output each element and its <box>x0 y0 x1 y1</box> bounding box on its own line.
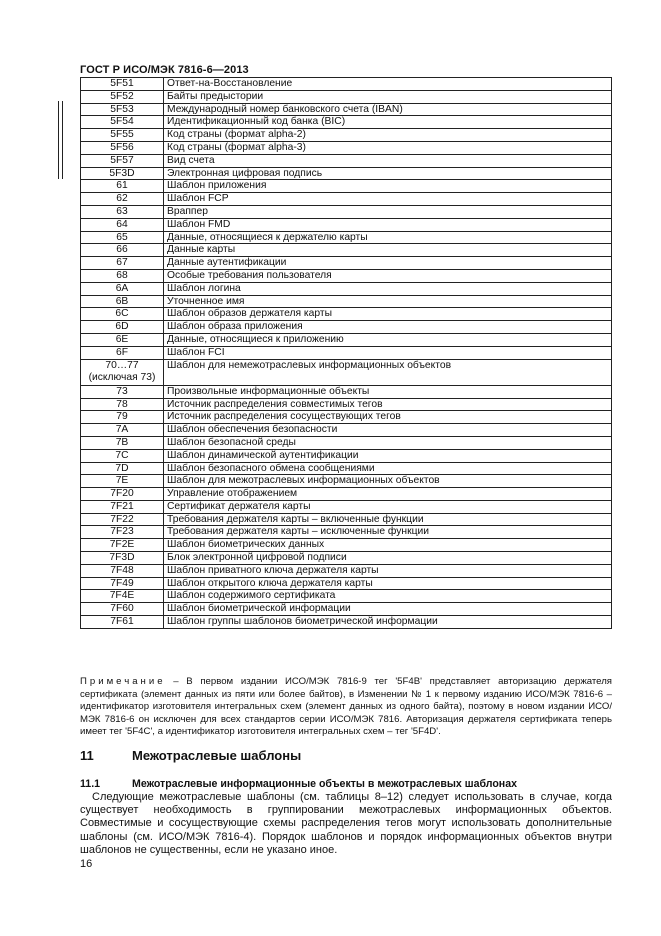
table-row <box>81 577 612 590</box>
table-row <box>81 78 612 91</box>
table-row <box>81 475 612 488</box>
table-row <box>81 205 612 218</box>
body-paragraph: Следующие межотраслевые шаблоны (см. таблицы 8–12) следует использовать в случае, когда существует необходимость в группировании межотраслевых информационных объектов. Совместимые и сосуществующие схемы распределения тегов могут использовать дополнительные шаблоны (см. ИСО/МЭК 7816-4). Порядок шаблонов и порядок информационных объектов внутри шаблонов не существенны, если не указано иное. <box>80 791 612 856</box>
tag-cell: 5F3D <box>81 167 164 180</box>
tag-cell: 61 <box>81 180 164 193</box>
table-row <box>81 295 612 308</box>
description-cell: Особые требования пользователя <box>164 269 612 282</box>
note-text: – В первом издании ИСО/МЭК 7816-9 тег '5F4B' представляет авторизацию держателя сертификата (элемент данных из пяти или более байтов), в Изменении № 1 к первому изданию ИСО/МЭК 7816-6 – идентификатор изготовителя интегральных схем (элемент данных из одного байта), поэтому в новом издании ИСО/МЭК 7816-6 он исключен для всех стандартов серии ИСО/МЭК 7816. Авторизация держателя сертификата теперь имеет тег '5F4C', а идентификатор изготовителя интегральных схем – тег '5F4D'. <box>80 676 612 737</box>
description-cell: Шаблон FCI <box>164 346 612 359</box>
tag-cell: 5F54 <box>81 116 164 129</box>
table-row <box>81 449 612 462</box>
tag-cell: 7F4E <box>81 590 164 603</box>
table-row <box>81 141 612 154</box>
description-cell: Источник распределения совместимых тегов <box>164 398 612 411</box>
table-row <box>81 539 612 552</box>
table-row <box>81 398 612 411</box>
description-cell: Враппер <box>164 205 612 218</box>
subsection-title: Межотраслевые информационные объекты в межотраслевых шаблонах <box>132 778 517 790</box>
table-row <box>81 590 612 603</box>
description-cell: Вид счета <box>164 154 612 167</box>
tag-cell: 7F49 <box>81 577 164 590</box>
table-row <box>81 257 612 270</box>
table-note <box>80 676 612 739</box>
description-cell: Шаблон для немежотраслевых информационных объектов <box>164 359 612 385</box>
table-row <box>81 321 612 334</box>
description-cell: Шаблон биометрической информации <box>164 603 612 616</box>
tag-cell: 5F51 <box>81 78 164 91</box>
note-lead: Примечание <box>80 676 166 687</box>
tag-cell: 7F22 <box>81 513 164 526</box>
tag-cell: 68 <box>81 269 164 282</box>
tag-cell: 6A <box>81 282 164 295</box>
table-row <box>81 424 612 437</box>
table-row <box>81 564 612 577</box>
description-cell: Шаблон для межотраслевых информационных объектов <box>164 475 612 488</box>
tag-cell: 5F53 <box>81 103 164 116</box>
description-cell: Шаблон образа приложения <box>164 321 612 334</box>
description-cell: Произвольные информационные объекты <box>164 385 612 398</box>
description-cell: Шаблон образов держателя карты <box>164 308 612 321</box>
table-row <box>81 346 612 359</box>
description-cell: Идентификационный код банка (BIC) <box>164 116 612 129</box>
subsection-heading <box>80 778 517 790</box>
table-row <box>81 116 612 129</box>
table-row <box>81 385 612 398</box>
table-row <box>81 90 612 103</box>
tag-cell: 79 <box>81 411 164 424</box>
table-row <box>81 231 612 244</box>
description-cell: Данные аутентификации <box>164 257 612 270</box>
description-cell: Шаблон приложения <box>164 180 612 193</box>
table-row <box>81 180 612 193</box>
section-heading <box>80 748 301 763</box>
change-bar <box>58 101 59 179</box>
table-row <box>81 129 612 142</box>
description-cell: Ответ-на-Восстановление <box>164 78 612 91</box>
table-row <box>81 488 612 501</box>
tag-cell: 7F23 <box>81 526 164 539</box>
tag-cell: 67 <box>81 257 164 270</box>
tag-cell: 70…77 (исключая 73) <box>81 359 164 385</box>
table-row <box>81 218 612 231</box>
description-cell: Данные, относящиеся к приложению <box>164 333 612 346</box>
tag-cell: 78 <box>81 398 164 411</box>
tag-cell: 7A <box>81 424 164 437</box>
table-row <box>81 244 612 257</box>
tag-cell: 62 <box>81 193 164 206</box>
description-cell: Шаблон содержимого сертификата <box>164 590 612 603</box>
tag-table <box>80 77 612 629</box>
description-cell: Данные карты <box>164 244 612 257</box>
description-cell: Международный номер банковского счета (IBAN) <box>164 103 612 116</box>
table-row <box>81 603 612 616</box>
change-bar <box>62 101 63 179</box>
tag-cell: 6B <box>81 295 164 308</box>
tag-cell: 7E <box>81 475 164 488</box>
standard-header: ГОСТ Р ИСО/МЭК 7816-6—2013 <box>80 64 249 76</box>
description-cell: Код страны (формат alpha-3) <box>164 141 612 154</box>
table-row <box>81 436 612 449</box>
tag-cell: 7F20 <box>81 488 164 501</box>
tag-cell: 5F57 <box>81 154 164 167</box>
tag-cell: 7D <box>81 462 164 475</box>
table-row <box>81 154 612 167</box>
table-row <box>81 359 612 385</box>
table-row <box>81 616 612 629</box>
description-cell: Шаблон FMD <box>164 218 612 231</box>
tag-cell: 6C <box>81 308 164 321</box>
table-row <box>81 333 612 346</box>
tag-cell: 6E <box>81 333 164 346</box>
description-cell: Блок электронной цифровой подписи <box>164 552 612 565</box>
description-cell: Шаблон динамической аутентификации <box>164 449 612 462</box>
description-cell: Шаблон безопасной среды <box>164 436 612 449</box>
tag-cell: 63 <box>81 205 164 218</box>
tag-cell: 65 <box>81 231 164 244</box>
description-cell: Байты предыстории <box>164 90 612 103</box>
subsection-number: 11.1 <box>80 778 101 790</box>
table-row <box>81 193 612 206</box>
table-row <box>81 462 612 475</box>
description-cell: Требования держателя карты – исключенные функции <box>164 526 612 539</box>
description-cell: Шаблон биометрических данных <box>164 539 612 552</box>
tag-cell: 66 <box>81 244 164 257</box>
table-row <box>81 411 612 424</box>
description-cell: Шаблон FCP <box>164 193 612 206</box>
table-row <box>81 308 612 321</box>
description-cell: Источник распределения сосуществующих тегов <box>164 411 612 424</box>
tag-cell: 7F2E <box>81 539 164 552</box>
table-row <box>81 500 612 513</box>
table-row <box>81 526 612 539</box>
section-number: 11 <box>80 748 94 763</box>
tag-cell: 64 <box>81 218 164 231</box>
table-row <box>81 282 612 295</box>
description-cell: Шаблон группы шаблонов биометрической информации <box>164 616 612 629</box>
description-cell: Управление отображением <box>164 488 612 501</box>
description-cell: Шаблон обеспечения безопасности <box>164 424 612 437</box>
tag-cell: 7B <box>81 436 164 449</box>
tag-cell: 7F3D <box>81 552 164 565</box>
tag-cell: 7F60 <box>81 603 164 616</box>
table-row <box>81 552 612 565</box>
tag-cell: 6D <box>81 321 164 334</box>
table-row <box>81 167 612 180</box>
description-cell: Шаблон приватного ключа держателя карты <box>164 564 612 577</box>
tag-cell: 7F48 <box>81 564 164 577</box>
table-row <box>81 269 612 282</box>
tag-cell: 7C <box>81 449 164 462</box>
description-cell: Шаблон открытого ключа держателя карты <box>164 577 612 590</box>
tag-cell: 73 <box>81 385 164 398</box>
tag-cell: 7F21 <box>81 500 164 513</box>
tag-cell: 5F55 <box>81 129 164 142</box>
description-cell: Шаблон логина <box>164 282 612 295</box>
description-cell: Данные, относящиеся к держателю карты <box>164 231 612 244</box>
tag-cell: 7F61 <box>81 616 164 629</box>
table-row <box>81 513 612 526</box>
description-cell: Электронная цифровая подпись <box>164 167 612 180</box>
section-title: Межотраслевые шаблоны <box>132 748 302 763</box>
page-number: 16 <box>80 858 93 870</box>
table-row <box>81 103 612 116</box>
description-cell: Уточненное имя <box>164 295 612 308</box>
description-cell: Сертификат держателя карты <box>164 500 612 513</box>
tag-cell: 5F56 <box>81 141 164 154</box>
description-cell: Требования держателя карты – включенные функции <box>164 513 612 526</box>
tag-cell: 6F <box>81 346 164 359</box>
description-cell: Код страны (формат alpha-2) <box>164 129 612 142</box>
tag-cell: 5F52 <box>81 90 164 103</box>
description-cell: Шаблон безопасного обмена сообщениями <box>164 462 612 475</box>
